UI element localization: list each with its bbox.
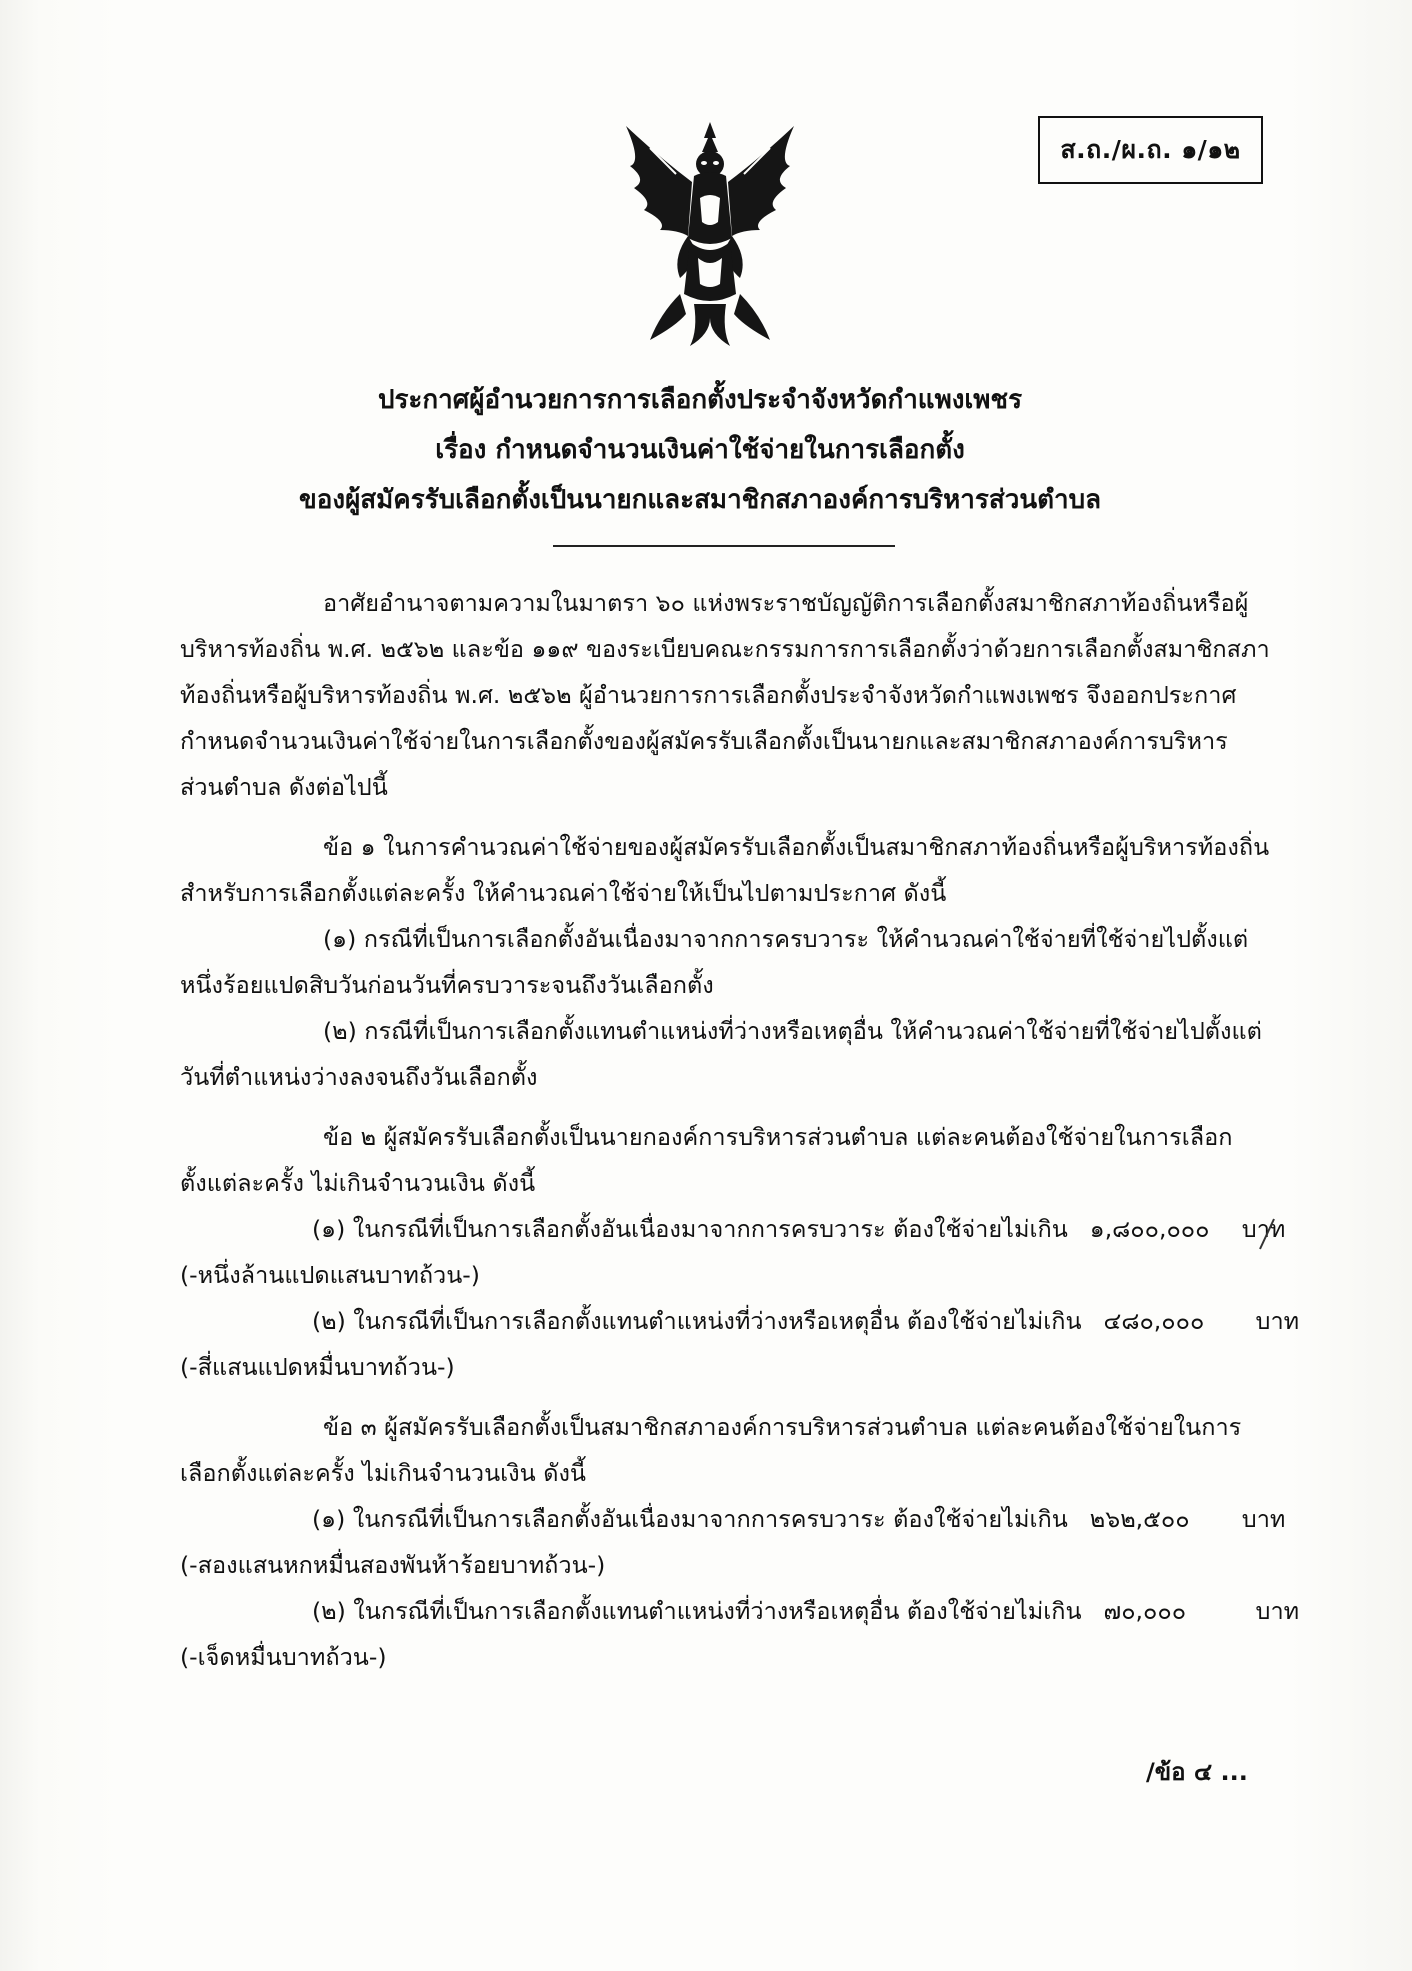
- document-code: ส.ถ./ผ.ถ. ๑/๑๒: [1060, 135, 1241, 164]
- title-line-3: ของผู้สมัครรับเลือกตั้งเป็นนายกและสมาชิกสภาองค์การบริหารส่วนตำบล: [298, 485, 1102, 515]
- clause-3-item-1: [180, 1496, 1286, 1542]
- amount-value: ๑,๘๐๐,๐๐๐: [1089, 1215, 1210, 1243]
- next-page-reference: /ข้อ ๔ ...: [1146, 1758, 1248, 1786]
- amount-in-words: (-หนึ่งล้านแปดแสนบาทถ้วน-): [180, 1261, 480, 1289]
- clause-3-item-2: [180, 1588, 1300, 1634]
- amount-in-words: (-เจ็ดหมื่นบาทถ้วน-): [180, 1643, 387, 1671]
- document-code-box: [1038, 116, 1263, 184]
- clause-1: ข้อ ๑ ในการคำนวณค่าใช้จ่ายของผู้สมัครรับเลือกตั้งเป็นสมาชิกสภาท้องถิ่นหรือผู้บริหารท้องถิ่นสำหรับการเลือกตั้งแต่ละครั้ง ให้คำนวณค่าใช้จ่ายให้เป็นไปตามประกาศ ดังนี้: [180, 833, 1270, 907]
- title-line-2: เรื่อง กำหนดจำนวนเงินค่าใช้จ่ายในการเลือกตั้ง: [435, 435, 965, 465]
- amount-label: (๒) ในกรณีที่เป็นการเลือกตั้งแทนตำแหน่งที่ว่างหรือเหตุอื่น ต้องใช้จ่ายไม่เกิน: [312, 1307, 1082, 1335]
- clause-2-item-1: [180, 1206, 1286, 1252]
- amount-label: (๑) ในกรณีที่เป็นการเลือกตั้งอันเนื่องมาจากการครบวาระ ต้องใช้จ่ายไม่เกิน: [312, 1215, 1068, 1243]
- title-line-1: ประกาศผู้อำนวยการการเลือกตั้งประจำจังหวัดกำแพงเพชร: [377, 385, 1023, 415]
- clause-1-item-2: (๒) กรณีที่เป็นการเลือกตั้งแทนตำแหน่งที่ว่างหรือเหตุอื่น ให้คำนวณค่าใช้จ่ายที่ใช้จ่ายไปตั้งแต่วันที่ตำแหน่งว่างลงจนถึงวันเลือกตั้ง: [180, 1017, 1262, 1091]
- title-divider: [553, 545, 895, 547]
- clause-2: ข้อ ๒ ผู้สมัครรับเลือกตั้งเป็นนายกองค์การบริหารส่วนตำบล แต่ละคนต้องใช้จ่ายในการเลือกตั้งแต่ละครั้ง ไม่เกินจำนวนเงิน ดังนี้: [180, 1123, 1233, 1197]
- clause-3: ข้อ ๓ ผู้สมัครรับเลือกตั้งเป็นสมาชิกสภาองค์การบริหารส่วนตำบล แต่ละคนต้องใช้จ่ายในการเลือกตั้งแต่ละครั้ง ไม่เกินจำนวนเงิน ดังนี้: [180, 1413, 1242, 1487]
- amount-unit: บาท: [1255, 1307, 1300, 1335]
- amount-label: (๑) ในกรณีที่เป็นการเลือกตั้งอันเนื่องมาจากการครบวาระ ต้องใช้จ่ายไม่เกิน: [312, 1505, 1068, 1533]
- amount-in-words: (-สองแสนหกหมื่นสองพันห้าร้อยบาทถ้วน-): [180, 1551, 606, 1579]
- preamble-paragraph: อาศัยอำนาจตามความในมาตรา ๖๐ แห่งพระราชบัญญัติการเลือกตั้งสมาชิกสภาท้องถิ่นหรือผู้บริหารท้องถิ่น พ.ศ. ๒๕๖๒ และข้อ ๑๑๙ ของระเบียบคณะกรรมการการเลือกตั้งว่าด้วยการเลือกตั้งสมาชิกสภาท้องถิ่นหรือผู้บริหารท้องถิ่น พ.ศ. ๒๕๖๒ ผู้อำนวยการการเลือกตั้งประจำจังหวัดกำแพงเพชร จึงออกประกาศกำหนดจำนวนเงินค่าใช้จ่ายในการเลือกตั้งของผู้สมัครรับเลือกตั้งเป็นนายกและสมาชิกสภาองค์การบริหารส่วนตำบล ดังต่อไปนี้: [180, 589, 1270, 801]
- amount-in-words: (-สี่แสนแปดหมื่นบาทถ้วน-): [180, 1353, 455, 1381]
- amount-value: ๔๘๐,๐๐๐: [1103, 1307, 1205, 1335]
- amount-value: ๒๖๒,๕๐๐: [1089, 1505, 1190, 1533]
- announcement-body: [180, 580, 1300, 1680]
- amount-label: (๒) ในกรณีที่เป็นการเลือกตั้งแทนตำแหน่งที่ว่างหรือเหตุอื่น ต้องใช้จ่ายไม่เกิน: [312, 1597, 1082, 1625]
- amount-value: ๗๐,๐๐๐: [1103, 1597, 1187, 1625]
- garuda-emblem-icon: [620, 118, 800, 348]
- pen-tick-mark-icon: [1256, 1215, 1276, 1255]
- amount-unit: บาท: [1241, 1505, 1286, 1533]
- clause-2-item-2: [180, 1298, 1300, 1344]
- amount-unit: บาท: [1255, 1597, 1300, 1625]
- amount-unit: บาท: [1241, 1215, 1286, 1243]
- announcement-title: [200, 375, 1200, 525]
- clause-1-item-1: (๑) กรณีที่เป็นการเลือกตั้งอันเนื่องมาจากการครบวาระ ให้คำนวณค่าใช้จ่ายที่ใช้จ่ายไปตั้งแต่หนึ่งร้อยแปดสิบวันก่อนวันที่ครบวาระจนถึงวันเลือกตั้ง: [180, 925, 1249, 999]
